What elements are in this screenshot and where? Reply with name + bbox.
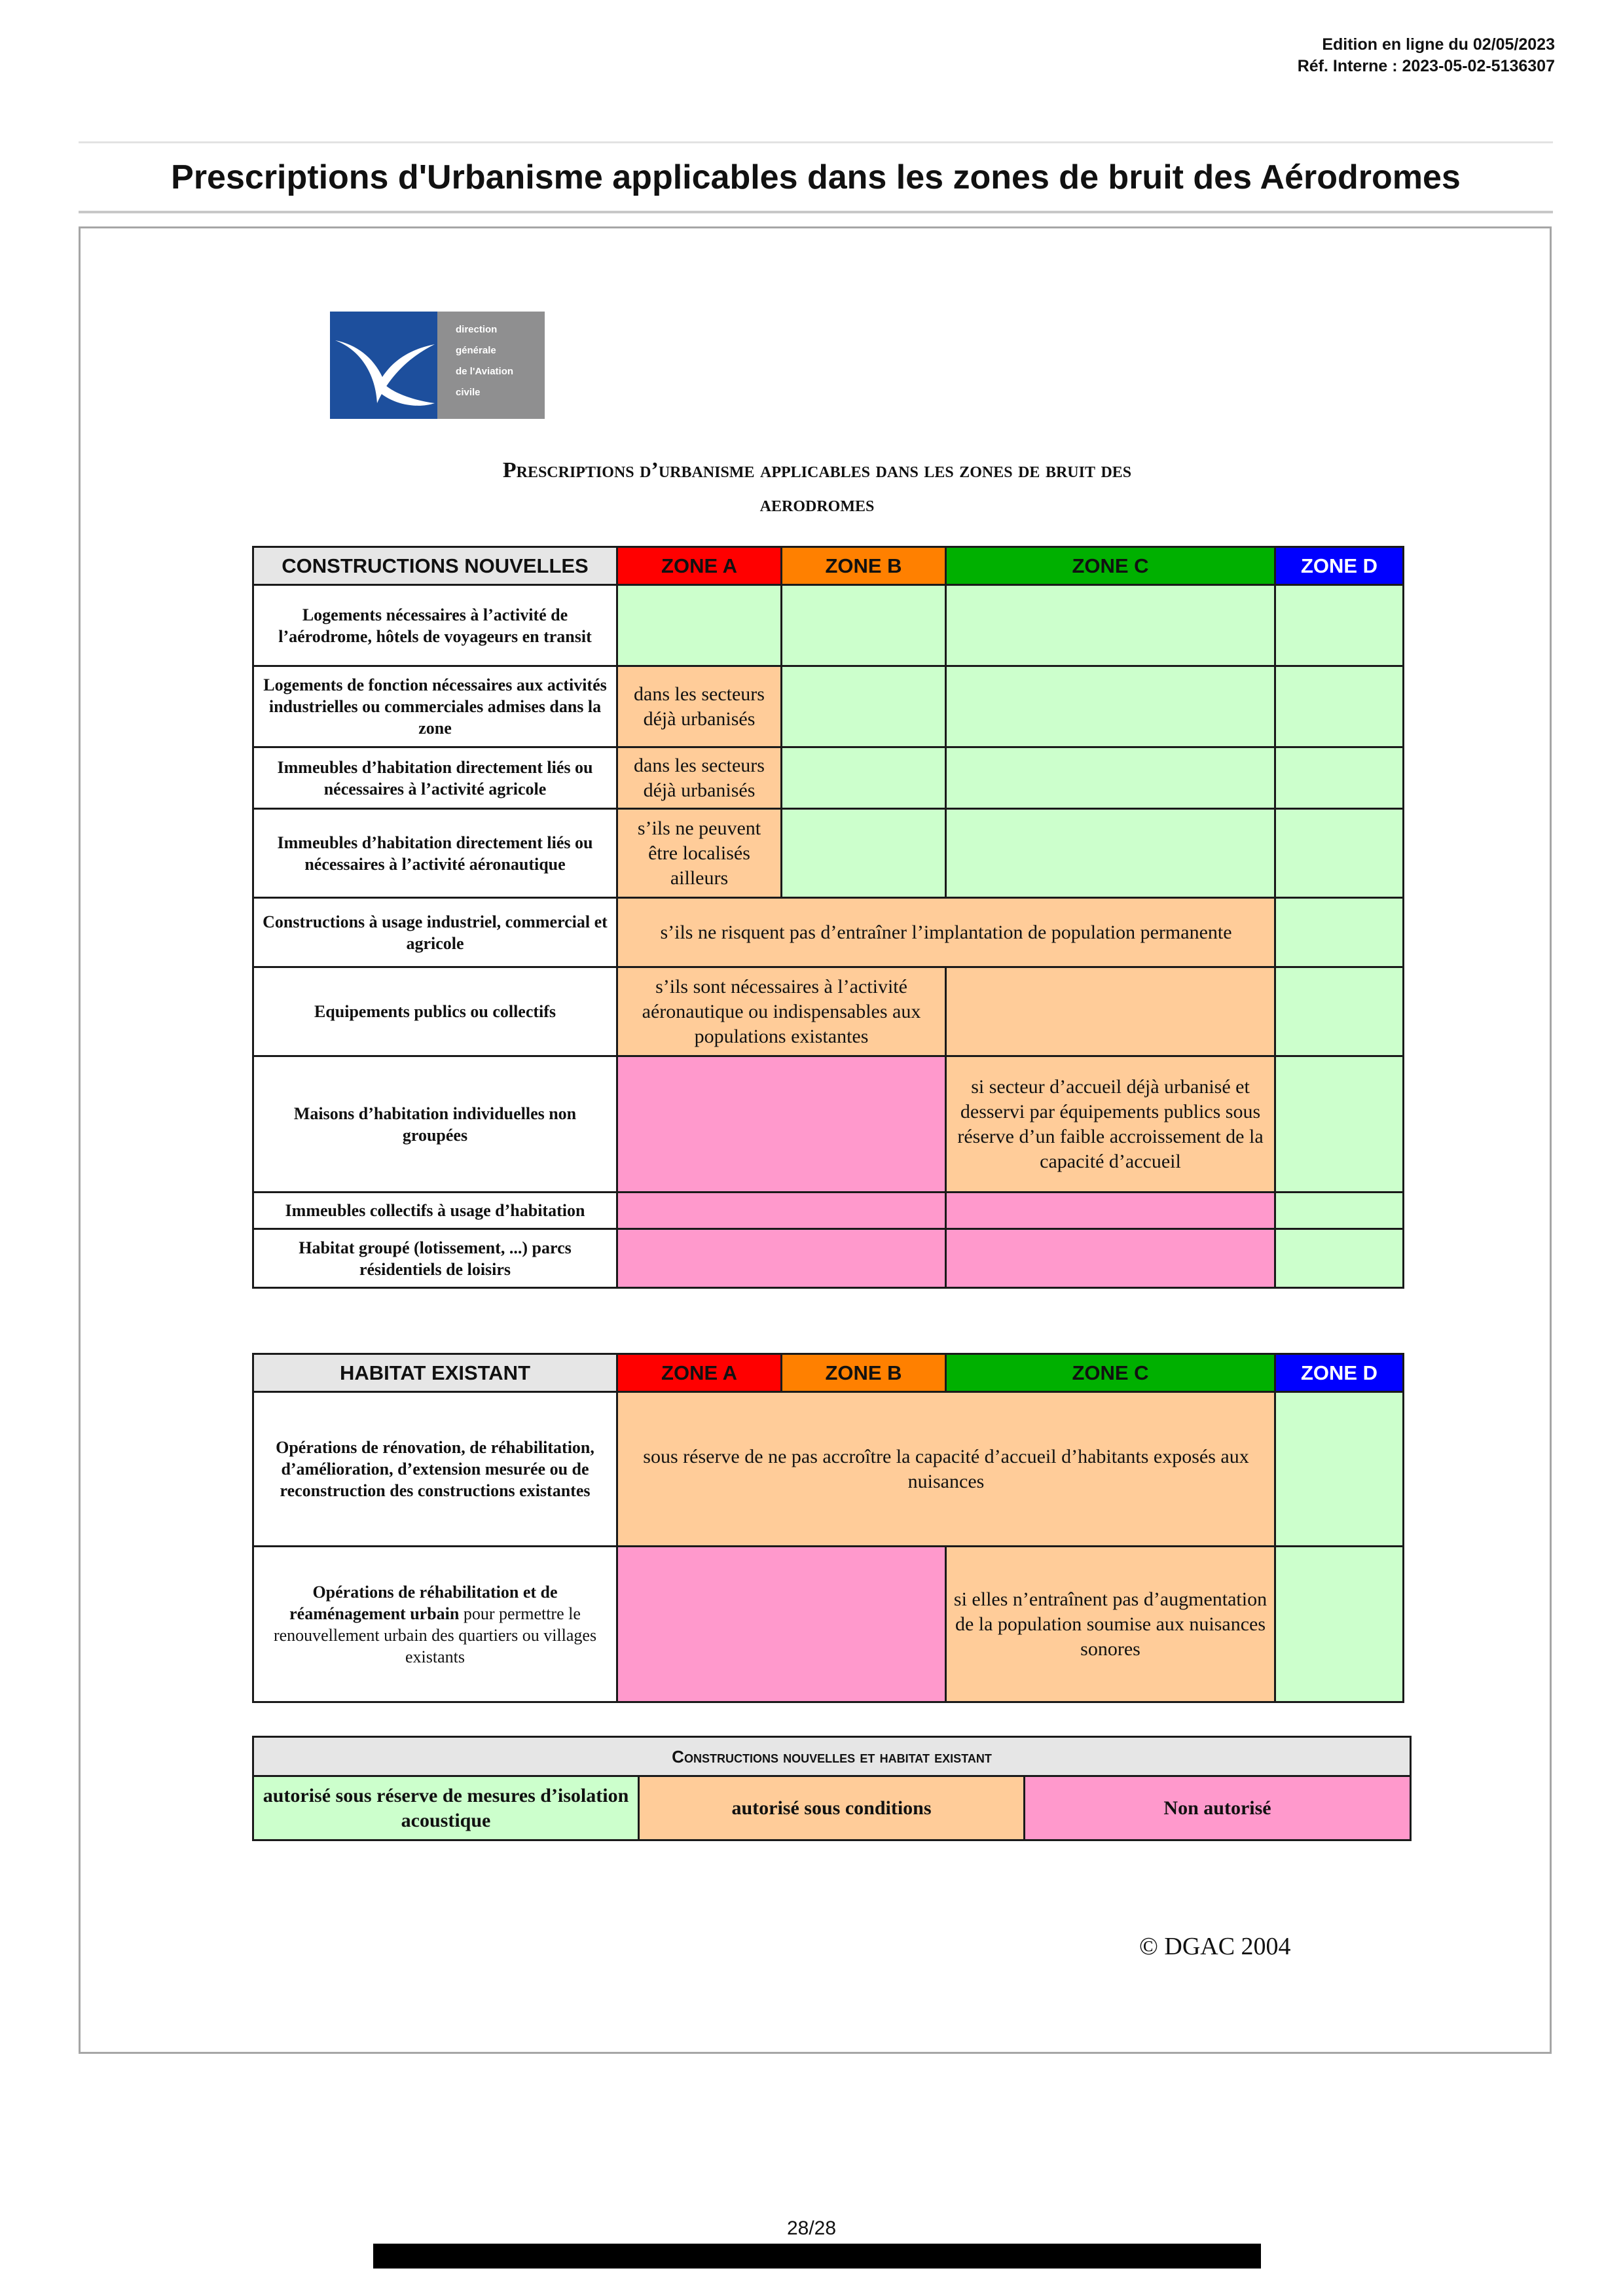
edition-date: Edition en ligne du 02/05/2023 (1322, 35, 1555, 54)
zone-d-cell (1275, 809, 1404, 898)
zone-ab-cell (617, 1056, 946, 1193)
zone-abc-cell: sous réserve de ne pas accroître la capacité d’accueil d’habitants exposés aux nuisances (617, 1392, 1275, 1547)
zone-a-header: ZONE A (617, 547, 782, 585)
row-label: Habitat groupé (lotissement, ...) parcs résidentiels de loisirs (253, 1229, 617, 1288)
logo-line: civile (456, 387, 481, 398)
row-label: Immeubles d’habitation directement liés ou nécessaires à l’activité agricole (253, 747, 617, 809)
table-header-habitat: HABITAT EXISTANT (253, 1354, 617, 1392)
table-row (253, 1056, 1404, 1193)
zone-b-cell (782, 809, 946, 898)
zone-c-cell (946, 1193, 1275, 1229)
row-label: Opérations de rénovation, de réhabilitation, d’amélioration, d’extension mesurée ou de reconstruction des constructions existantes (253, 1392, 617, 1547)
row-label: Logements nécessaires à l’activité de l’aérodrome, hôtels de voyageurs en transit (253, 585, 617, 666)
zone-ab-cell (617, 1193, 946, 1229)
page-title: Prescriptions d'Urbanisme applicables dans les zones de bruit des Aérodromes (171, 158, 1461, 196)
table-header-constructions: CONSTRUCTIONS NOUVELLES (253, 547, 617, 585)
legend-table (252, 1736, 1412, 1841)
zone-d-cell (1275, 1229, 1404, 1288)
zone-c-cell: si elles n’entraînent pas d’augmentation de la population soumise aux nuisances sonores (946, 1547, 1275, 1702)
zone-d-cell (1275, 747, 1404, 809)
zone-c-cell (946, 967, 1275, 1056)
dgac-logo-text (437, 312, 545, 419)
row-label-bold: Opérations de réhabilitation et de réaménagement urbain (289, 1582, 558, 1623)
zone-b-cell (782, 666, 946, 747)
zone-d-cell (1275, 666, 1404, 747)
legend-authorized-conditions: autorisé sous conditions (639, 1776, 1025, 1840)
zone-d-cell (1275, 898, 1404, 967)
logo-line: générale (456, 345, 496, 356)
zone-a-cell: dans les secteurs déjà urbanisés (617, 747, 782, 809)
zone-a-cell: s’ils ne peuvent être localisés ailleurs (617, 809, 782, 898)
top-divider (79, 141, 1553, 143)
document-title (251, 454, 1383, 522)
table-row (253, 809, 1404, 898)
row-label-normal: pour permettre le renouvellement urbain des quartiers ou villages existants (273, 1604, 597, 1666)
row-label: Immeubles collectifs à usage d’habitation (253, 1193, 617, 1229)
zone-a-header: ZONE A (617, 1354, 782, 1392)
row-label: Equipements publics ou collectifs (253, 967, 617, 1056)
zone-d-cell (1275, 585, 1404, 666)
internal-reference: Réf. Interne : 2023-05-02-5136307 (1297, 57, 1555, 75)
legend-title: Constructions nouvelles et habitat existant (253, 1737, 1411, 1776)
zone-c-cell (946, 747, 1275, 809)
table-row (253, 967, 1404, 1056)
zone-abc-cell: s’ils ne risquent pas d’entraîner l’implantation de population permanente (617, 898, 1275, 967)
logo-line: de l'Aviation (456, 366, 514, 377)
zone-c-header: ZONE C (946, 547, 1275, 585)
zone-d-header: ZONE D (1275, 547, 1404, 585)
legend-authorized-acoustic: autorisé sous réserve de mesures d’isolation acoustique (253, 1776, 639, 1840)
table-row (253, 585, 1404, 666)
dgac-bird-icon (330, 312, 437, 419)
table-row (253, 1392, 1404, 1547)
zone-a-cell (617, 585, 782, 666)
constructions-nouvelles-table (252, 546, 1404, 1289)
zone-b-cell (782, 747, 946, 809)
row-label: Constructions à usage industriel, commercial et agricole (253, 898, 617, 967)
zone-ab-cell (617, 1229, 946, 1288)
zone-b-cell (782, 585, 946, 666)
table-row (253, 1193, 1404, 1229)
zone-d-cell (1275, 1193, 1404, 1229)
dgac-logo (330, 312, 545, 419)
habitat-existant-table (252, 1353, 1404, 1703)
edition-header (1298, 34, 1555, 77)
zone-c-cell (946, 1229, 1275, 1288)
document-title-line-2: aerodromes (759, 492, 875, 516)
zone-b-header: ZONE B (782, 547, 946, 585)
table-row (253, 1547, 1404, 1702)
zone-a-cell: dans les secteurs déjà urbanisés (617, 666, 782, 747)
zone-d-cell (1275, 1392, 1404, 1547)
copyright: © DGAC 2004 (1139, 1933, 1291, 1960)
zone-b-header: ZONE B (782, 1354, 946, 1392)
page-number: 28/28 (786, 2217, 837, 2239)
table-row (253, 898, 1404, 967)
table-row (253, 747, 1404, 809)
table-row (253, 666, 1404, 747)
zone-c-header: ZONE C (946, 1354, 1275, 1392)
zone-d-cell (1275, 1056, 1404, 1193)
zone-d-cell (1275, 967, 1404, 1056)
zone-ab-cell (617, 1547, 946, 1702)
zone-c-cell (946, 809, 1275, 898)
row-label: Maisons d’habitation individuelles non groupées (253, 1056, 617, 1193)
table-row (253, 1229, 1404, 1288)
zone-d-header: ZONE D (1275, 1354, 1404, 1392)
legend-not-authorized: Non autorisé (1025, 1776, 1411, 1840)
zone-d-cell (1275, 1547, 1404, 1702)
row-label: Immeubles d’habitation directement liés ou nécessaires à l’activité aéronautique (253, 809, 617, 898)
document-title-line-1: Prescriptions d’urbanisme applicables dans les zones de bruit des (502, 458, 1132, 482)
zone-c-cell (946, 666, 1275, 747)
footer-bar (373, 2244, 1261, 2269)
logo-line: direction (456, 324, 498, 335)
row-label: Logements de fonction nécessaires aux activités industrielles ou commerciales admises dans la zone (253, 666, 617, 747)
row-label (253, 1547, 617, 1702)
zone-c-cell: si secteur d’accueil déjà urbanisé et desservi par équipements publics sous réserve d’un faible accroissement de la capacité d’accueil (946, 1056, 1275, 1193)
zone-ab-cell: s’ils sont nécessaires à l’activité aéronautique ou indispensables aux populations existantes (617, 967, 946, 1056)
title-divider (79, 211, 1553, 213)
zone-c-cell (946, 585, 1275, 666)
